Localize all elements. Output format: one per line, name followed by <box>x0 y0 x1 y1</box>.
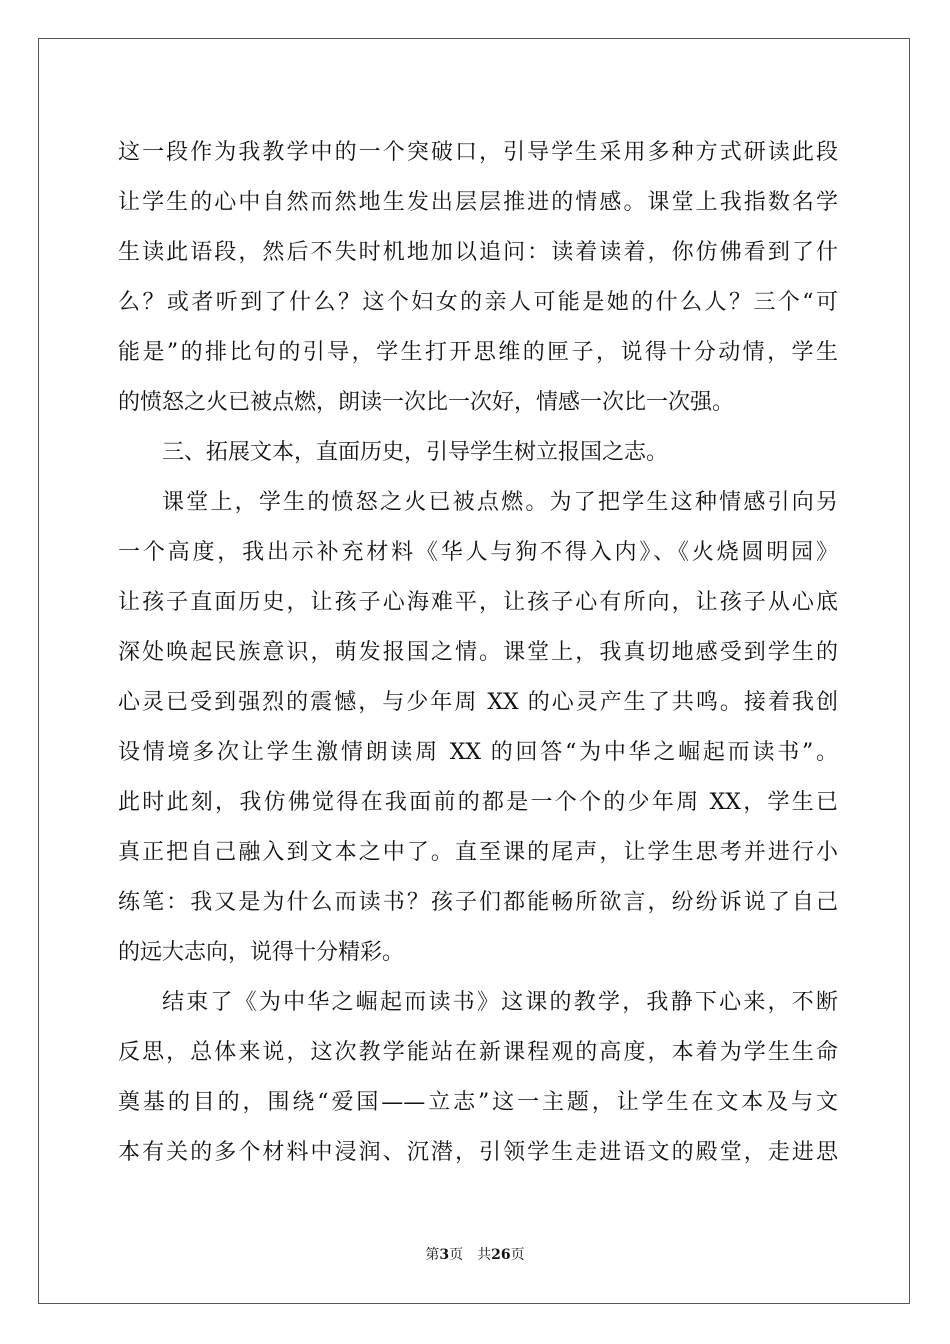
total-prefix: 共 <box>477 1247 492 1263</box>
total-suffix: 页 <box>510 1247 525 1263</box>
section-heading <box>118 428 838 478</box>
document-body <box>118 128 838 1178</box>
text-line: 三、拓展文本，直面历史，引导学生树立报国之志。 <box>162 440 669 465</box>
text-line: 结束了《为中华之崛起而读书》这课的教学，我静下心来，不断 <box>162 990 838 1015</box>
page-prefix: 第 <box>425 1247 440 1263</box>
text-line: 的远大志向，说得十分精彩。 <box>118 940 405 965</box>
page-footer <box>0 1244 950 1264</box>
text-line: 课堂上，学生的愤怒之火已被点燃。为了把学生这种情感引向另 <box>162 490 838 515</box>
total-page-count: 26 <box>491 1247 511 1263</box>
text-line: 练笔：我又是为什么而读书？孩子们都能畅所欲言，纷纷诉说了自己 <box>118 890 838 915</box>
text-line: 么？或者听到了什么？这个妇女的亲人可能是她的什么人？三个“可 <box>118 290 838 315</box>
text-line: 让学生的心中自然而然地生发出层层推进的情感。课堂上我指数名学 <box>118 190 838 215</box>
text-line: 让孩子直面历史，让孩子心海难平，让孩子心有所向，让孩子从心底 <box>118 590 838 615</box>
text-line: 这一段作为我教学中的一个突破口，引导学生采用多种方式研读此段 <box>118 140 838 165</box>
paragraph <box>118 978 838 1178</box>
text-line: 的愤怒之火已被点燃，朗读一次比一次好，情感一次比一次强。 <box>118 390 735 415</box>
text-line: 设情境多次让学生激情朗读周 XX 的回答“为中华之崛起而读书”。 <box>118 740 838 765</box>
text-line: 深处唤起民族意识，萌发报国之情。课堂上，我真切地感受到学生的 <box>118 640 838 665</box>
paragraph <box>118 478 838 978</box>
text-line: 能是”的排比句的引导，学生打开思维的匣子，说得十分动情，学生 <box>118 340 838 365</box>
text-line: 奠基的目的，围绕“爱国——立志”这一主题，让学生在文本及与文 <box>118 1090 838 1115</box>
text-line: 本有关的多个材料中浸润、沉潜，引领学生走进语文的殿堂，走进思 <box>118 1140 838 1165</box>
text-line: 此时此刻，我仿佛觉得在我面前的都是一个个的少年周 XX，学生已 <box>118 790 838 815</box>
page-suffix: 页 <box>449 1247 464 1263</box>
text-line: 一个高度，我出示补充材料《华人与狗不得入内》、《火烧圆明园》 <box>118 540 838 565</box>
text-line: 心灵已受到强烈的震憾，与少年周 XX 的心灵产生了共鸣。接着我创 <box>118 690 838 715</box>
current-page-number: 3 <box>439 1247 450 1263</box>
text-line: 反思，总体来说，这次教学能站在新课程观的高度，本着为学生生命 <box>118 1040 838 1065</box>
text-line: 生读此语段，然后不失时机地加以追问：读着读着，你仿佛看到了什 <box>118 240 838 265</box>
paragraph <box>118 128 838 428</box>
text-line: 真正把自己融入到文本之中了。直至课的尾声，让学生思考并进行小 <box>118 840 838 865</box>
